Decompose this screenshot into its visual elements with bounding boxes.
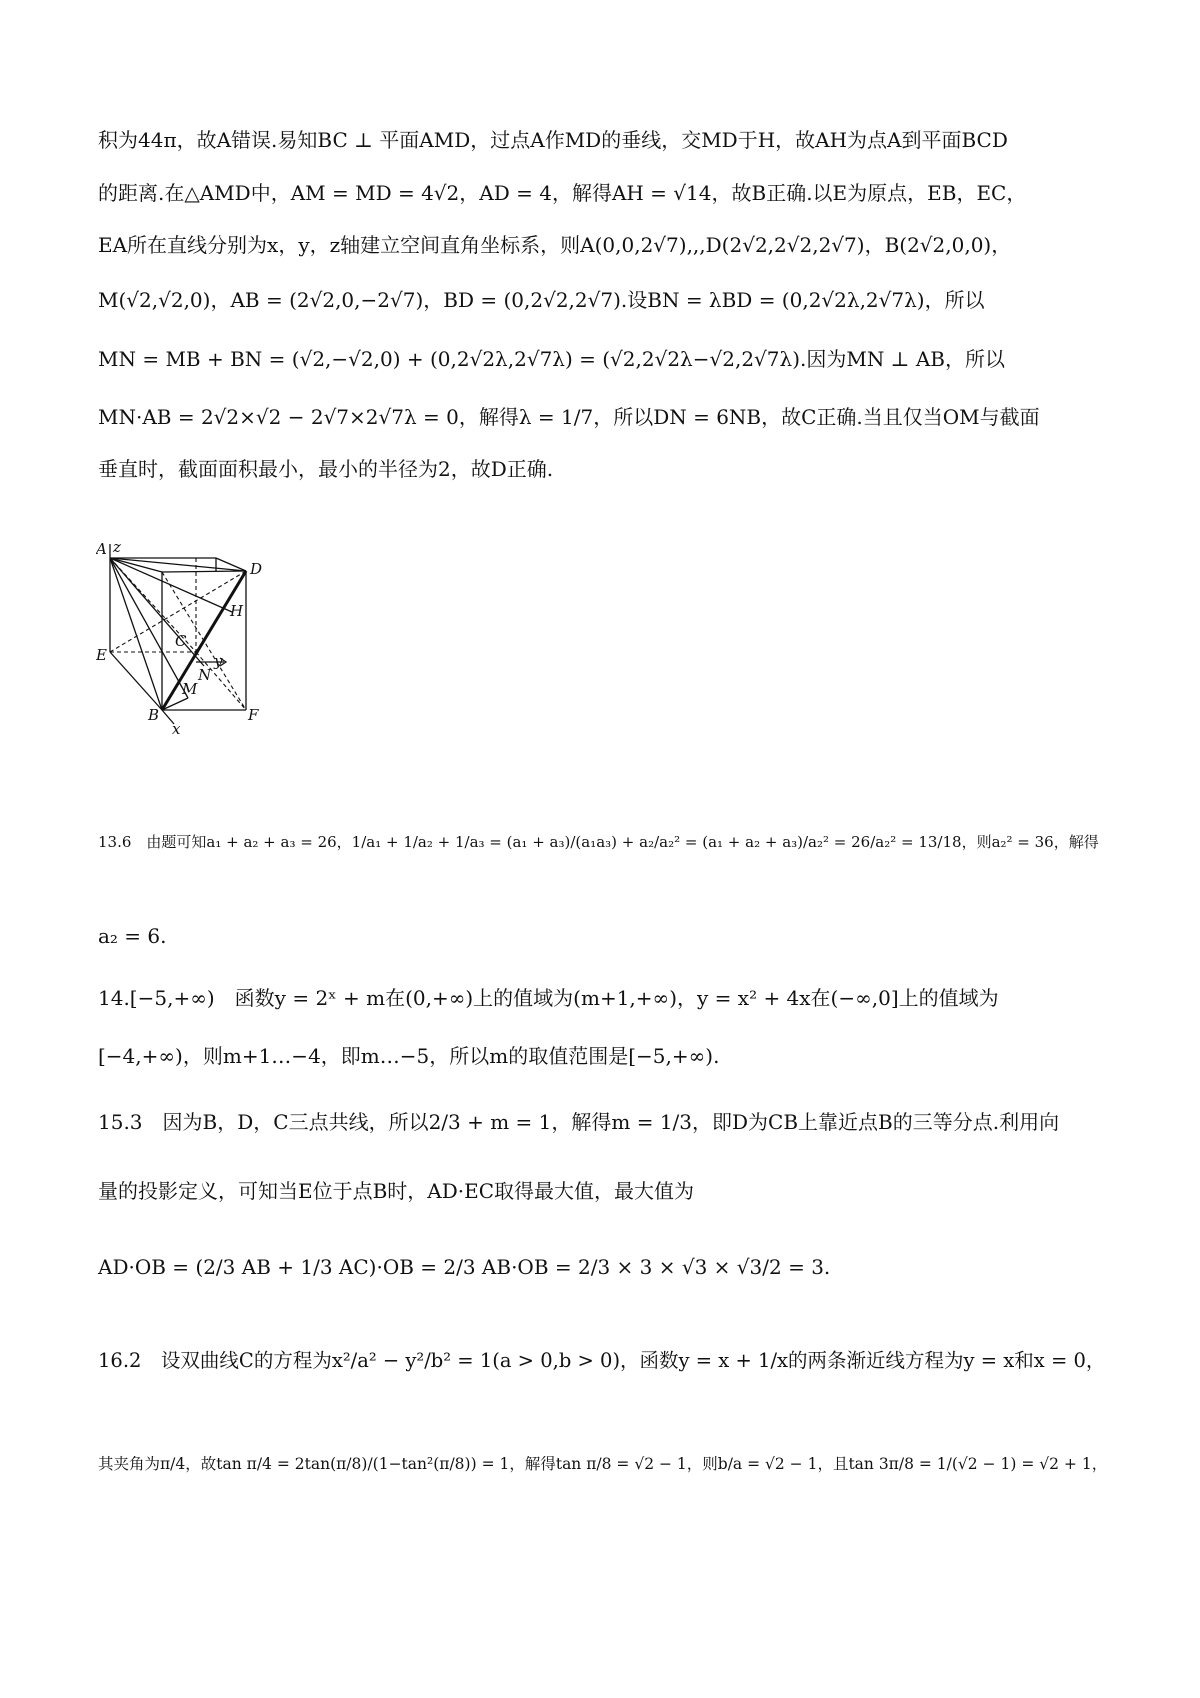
- geometry-figure: [96, 538, 301, 796]
- figure-label-n: N: [198, 666, 212, 684]
- figure-label-m: M: [182, 680, 198, 698]
- text-line-13: 量的投影定义，可知当E位于点B时，AD·EC取得最大值，最大值为: [98, 1179, 695, 1203]
- text-line-14: AD·OB = (2/3 AB + 1/3 AC)·OB = 2/3 AB·OB = 2/3 × 3 × √3 × √3/2 = 3.: [98, 1255, 831, 1279]
- text-line-12: 15.3 因为B，D，C三点共线，所以2/3 + m = 1，解得m = 1/3，即D为CB上靠近点B的三等分点.利用向: [98, 1110, 1060, 1134]
- figure-label-b: B: [148, 706, 160, 724]
- figure-label-z: z: [113, 538, 121, 556]
- figure-label-y: y: [214, 652, 223, 670]
- figure-label-c: C: [175, 632, 187, 650]
- figure-label-h: H: [230, 602, 244, 620]
- text-line-10: 14.[−5,+∞) 函数y = 2ˣ + m在(0,+∞)上的值域为(m+1,+∞)，y = x² + 4x在(−∞,0]上的值域为: [98, 986, 999, 1010]
- text-line-7: 垂直时，截面面积最小，最小的半径为2，故D正确.: [98, 457, 554, 481]
- text-line-5: MN = MB + BN = (√2,−√2,0) + (0,2√2λ,2√7λ) = (√2,2√2λ−√2,2√7λ).因为MN ⊥ AB，所以: [98, 347, 1005, 371]
- figure-label-a: A: [96, 540, 107, 558]
- figure-label-f: F: [248, 706, 259, 724]
- figure-label-x: x: [172, 720, 181, 738]
- text-line-4: M(√2,√2,0)，AB = (2√2,0,−2√7)，BD = (0,2√2,2√7).设BN = λBD = (0,2√2λ,2√7λ)，所以: [98, 288, 985, 312]
- text-line-11: [−4,+∞)，则m+1…−4，即m…−5，所以m的取值范围是[−5,+∞).: [98, 1044, 720, 1068]
- text-line-2: 的距离.在△AMD中，AM = MD = 4√2，AD = 4，解得AH = √14，故B正确.以E为原点，EB，EC，: [98, 181, 1027, 205]
- figure-label-e: E: [96, 646, 107, 664]
- text-line-3: EA所在直线分别为x，y，z轴建立空间直角坐标系，则A(0,0,2√7),,,D(2√2,2√2,2√7)，B(2√2,0,0)，: [98, 233, 1012, 257]
- text-line-9: a₂ = 6.: [98, 924, 167, 948]
- figure-label-d: D: [250, 560, 263, 578]
- text-line-1: 积为44π，故A错误.易知BC ⊥ 平面AMD，过点A作MD的垂线，交MD于H，故AH为点A到平面BCD: [98, 128, 1008, 152]
- text-line-15: 16.2 设双曲线C的方程为x²/a² − y²/b² = 1(a > 0,b > 0)，函数y = x + 1/x的两条渐近线方程为y = x和x = 0，: [98, 1349, 1106, 1372]
- text-line-6: MN·AB = 2√2×√2 − 2√7×2√7λ = 0，解得λ = 1/7，所以DN = 6NB，故C正确.当且仅当OM与截面: [98, 405, 1040, 429]
- text-line-8: 13.6 由题可知a₁ + a₂ + a₃ = 26，1/a₁ + 1/a₂ + 1/a₃ = (a₁ + a₃)/(a₁a₃) + a₂/a₂² = (a₁ + a₂ + a₃)/a₂² = 26/a₂² = 13/18，则a₂² = 36，解得: [98, 833, 1099, 851]
- text-line-16: 其夹角为π/4，故tan π/4 = 2tan(π/8)/(1−tan²(π/8)) = 1，解得tan π/8 = √2 − 1，则b/a = √2 − 1，且tan 3π/8 = 1/(√2 − 1) = √2 + 1，: [98, 1455, 1108, 1473]
